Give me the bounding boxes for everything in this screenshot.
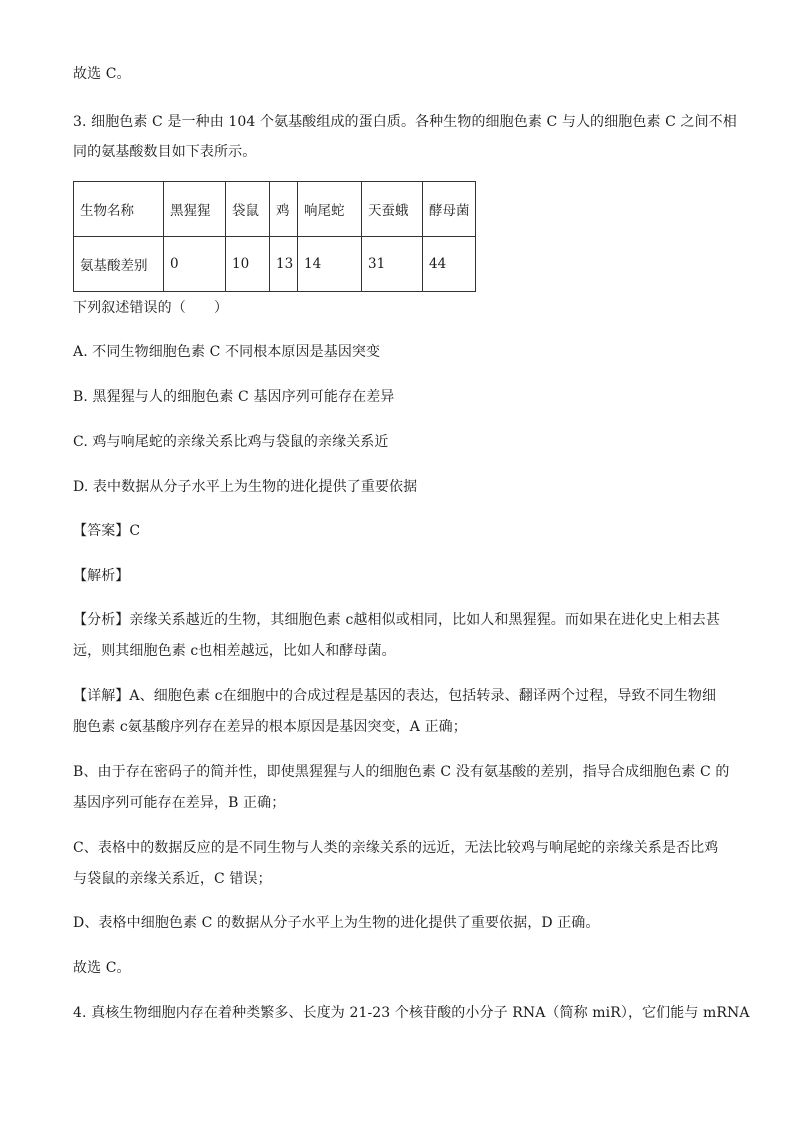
q3-conclusion: 故选 C。 [73, 960, 131, 976]
q3-analysis-line-2: 远，则其细胞色素 c也相差越远，比如人和酵母菌。 [73, 643, 396, 659]
previous-conclusion: 故选 C。 [73, 66, 131, 82]
table-header-label: 生物名称 [74, 182, 164, 237]
table-cell-value: 10 [226, 237, 270, 292]
q3-detail-a-line-1: 【详解】A、细胞色素 c在细胞中的合成过程是基因的表达，包括转录、翻译两个过程，导致不同生物细 [73, 688, 717, 704]
q3-option-d: D. 表中数据从分子水平上为生物的进化提供了重要依据 [73, 479, 418, 495]
q3-prompt: 下列叙述错误的（ ） [73, 300, 229, 316]
table-cell-organism: 鸡 [270, 182, 298, 237]
q3-detail-c-line-1: C、表格中的数据反应的是不同生物与人类的亲缘关系的远近，无法比较鸡与响尾蛇的亲缘关系是否比鸡 [73, 840, 719, 856]
table-cell-organism: 天蚕蛾 [362, 182, 423, 237]
q3-detail-c-line-2: 与袋鼠的亲缘关系近，C 错误； [73, 871, 272, 887]
table-cell-value: 0 [164, 237, 226, 292]
table-cell-value: 14 [298, 237, 362, 292]
q3-option-b: B. 黑猩猩与人的细胞色素 C 基因序列可能存在差异 [73, 389, 395, 405]
q3-detail-b-line-1: B、由于存在密码子的简并性，即使黑猩猩与人的细胞色素 C 没有氨基酸的差别，指导合成细胞色素 C 的 [73, 764, 730, 780]
q3-stem-line-1: 3. 细胞色素 C 是一种由 104 个氨基酸组成的蛋白质。各种生物的细胞色素 C 与人的细胞色素 C 之间不相 [73, 114, 737, 130]
q4-stem-line-1: 4. 真核生物细胞内存在着种类繁多、长度为 21-23 个核苷酸的小分子 RNA（简称 miR），它们能与 mRNA [73, 1005, 750, 1021]
table-cell-organism: 袋鼠 [226, 182, 270, 237]
q3-analysis-heading: 【解析】 [73, 568, 130, 584]
table-cell-value: 13 [270, 237, 298, 292]
q3-option-a: A. 不同生物细胞色素 C 不同根本原因是基因突变 [73, 344, 381, 360]
q3-detail-a-line-2: 胞色素 c氨基酸序列存在差异的根本原因是基因突变，A 正确； [73, 719, 467, 735]
table-row [74, 182, 476, 237]
table-cell-organism: 酵母菌 [423, 182, 476, 237]
table-row-label: 氨基酸差别 [74, 237, 164, 292]
q3-detail-b-line-2: 基因序列可能存在差异，B 正确； [73, 795, 286, 811]
table-cell-value: 31 [362, 237, 423, 292]
table-cell-value: 44 [423, 237, 476, 292]
table-cell-organism: 响尾蛇 [298, 182, 362, 237]
q3-detail-d-line-1: D、表格中细胞色素 C 的数据从分子水平上为生物的进化提供了重要依据，D 正确。 [73, 915, 600, 931]
table-row [74, 237, 476, 292]
cytochrome-c-table [73, 181, 476, 292]
q3-analysis-line-1: 【分析】亲缘关系越近的生物，其细胞色素 c越相似或相同，比如人和黑猩猩。而如果在进化史上相去甚 [73, 612, 720, 628]
q3-option-c: C. 鸡与响尾蛇的亲缘关系比鸡与袋鼠的亲缘关系近 [73, 434, 389, 450]
q3-stem-line-2: 同的氨基酸数目如下表所示。 [73, 144, 257, 160]
table-cell-organism: 黑猩猩 [164, 182, 226, 237]
q3-answer: 【答案】C [73, 523, 141, 539]
